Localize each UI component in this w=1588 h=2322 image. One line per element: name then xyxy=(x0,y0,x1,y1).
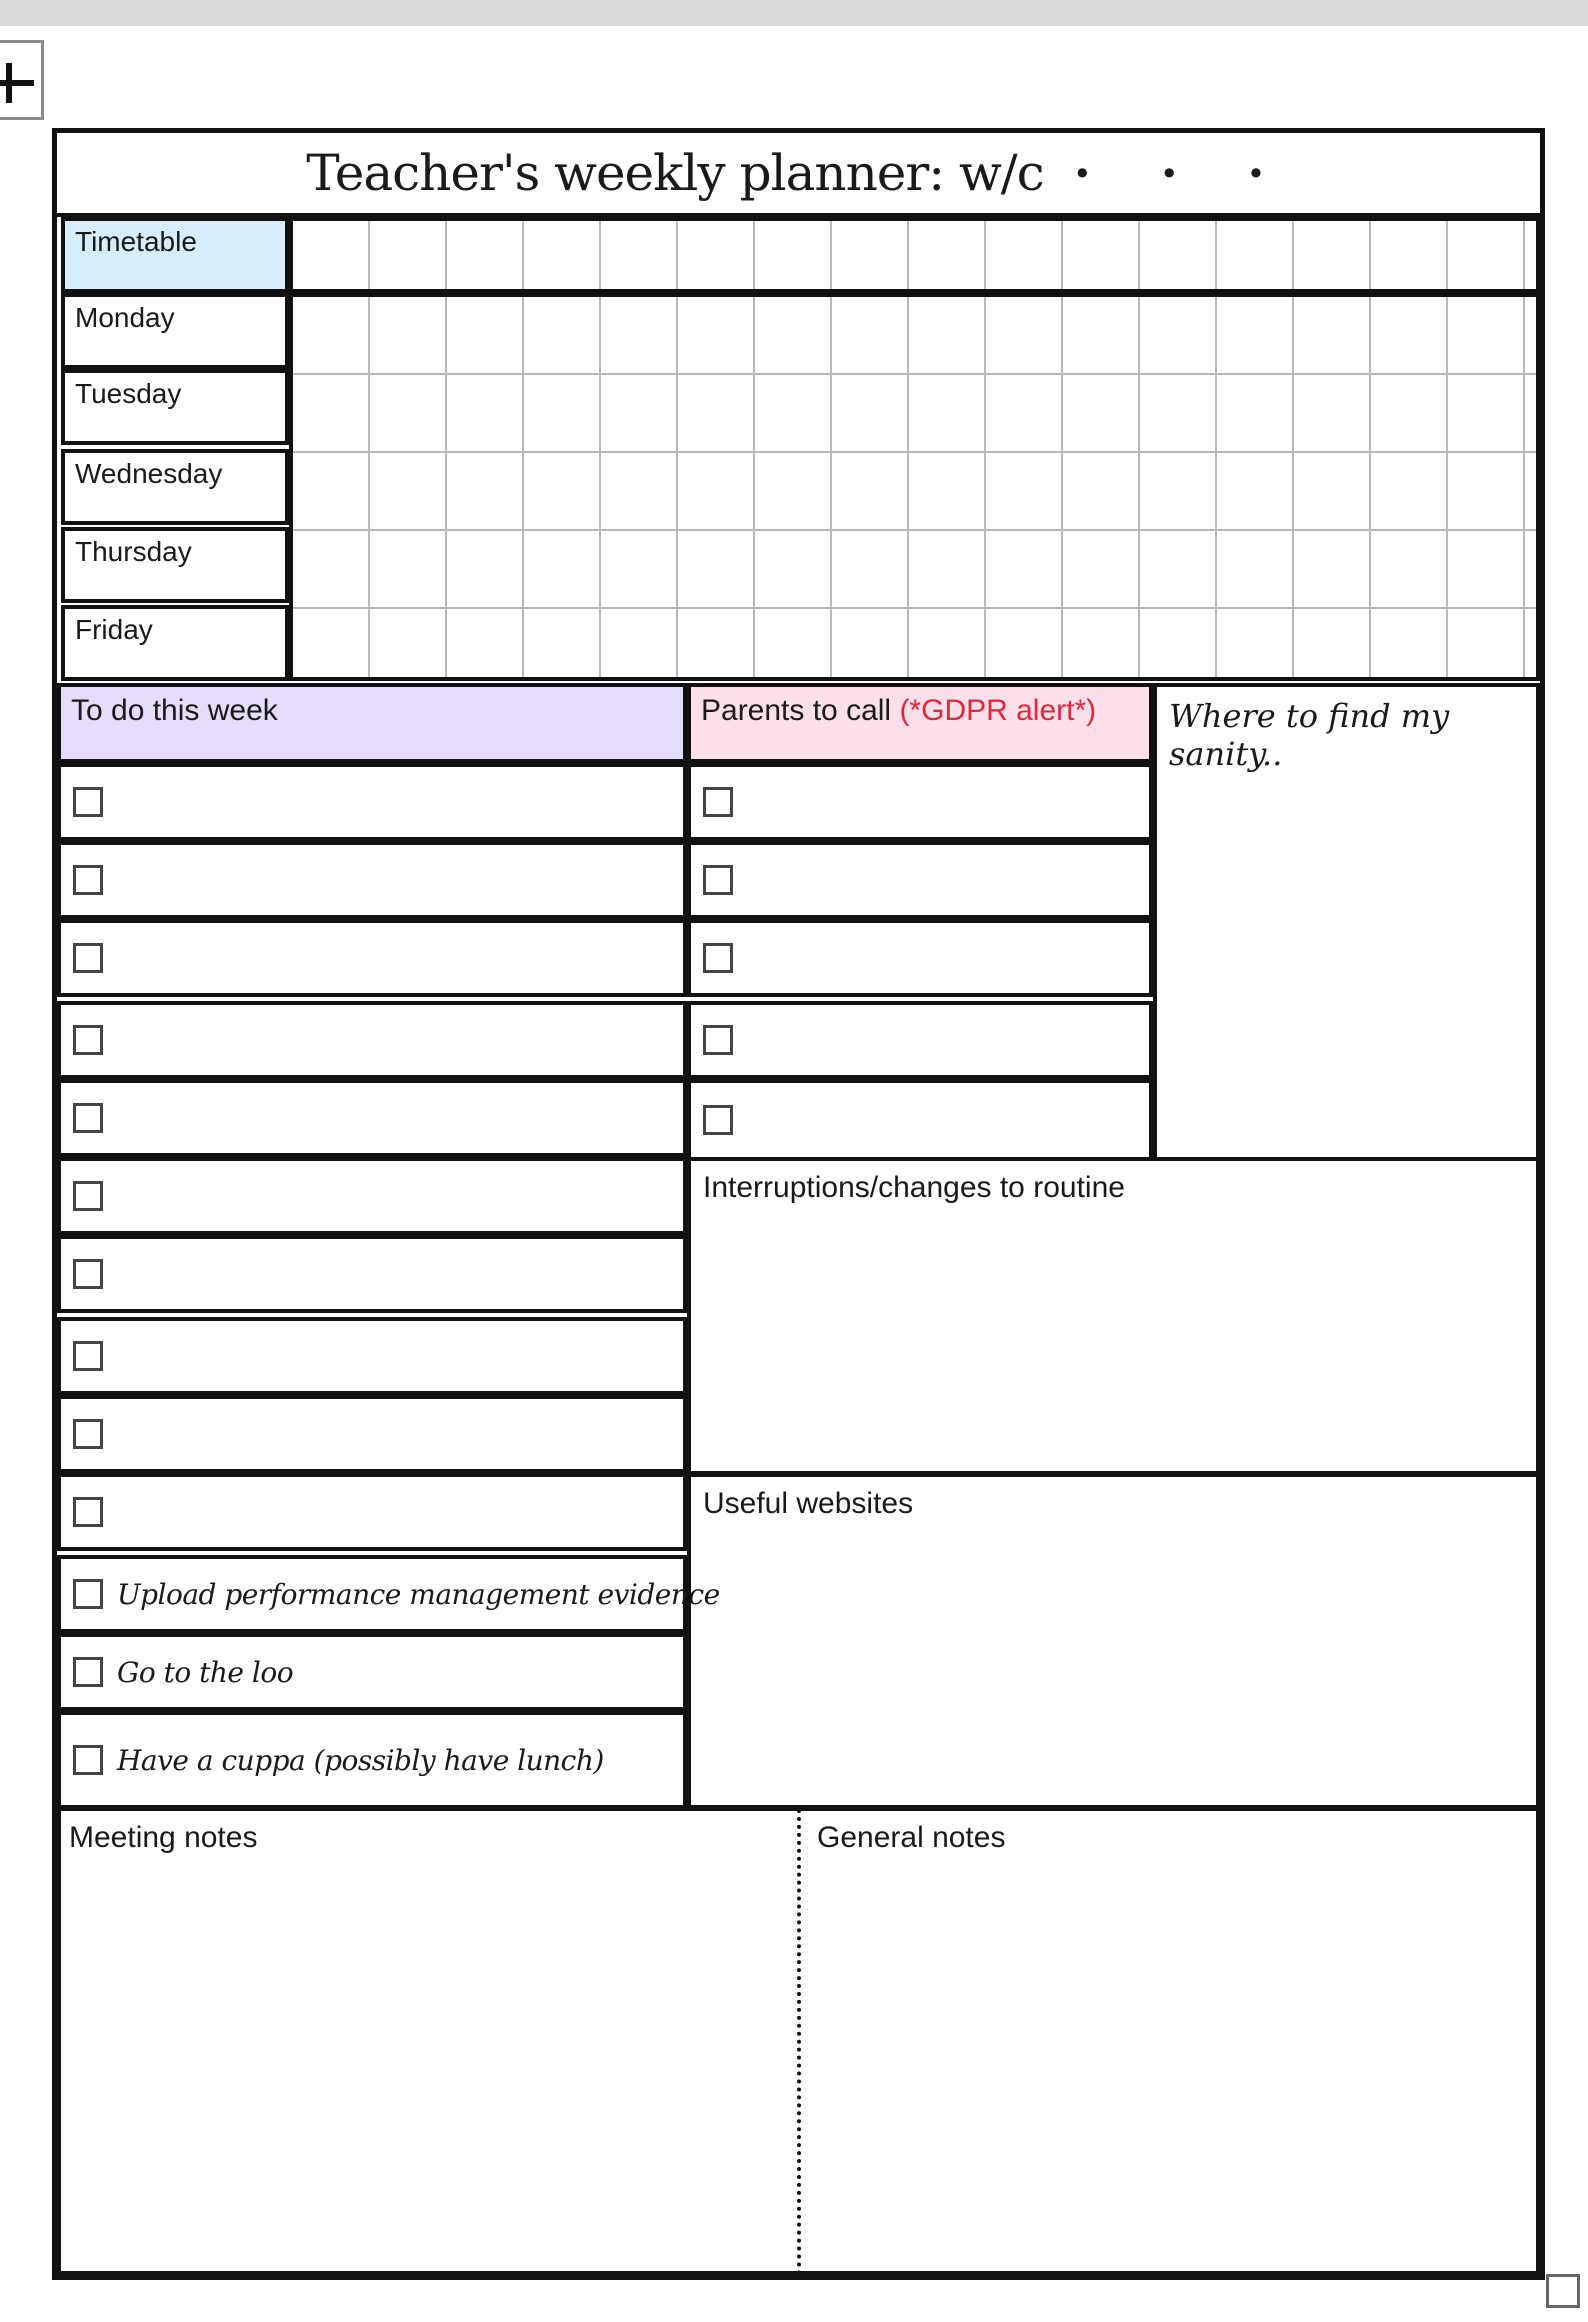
table-resize-handle-icon[interactable] xyxy=(1546,2274,1580,2308)
parents-checkbox[interactable] xyxy=(703,1025,733,1055)
title-date-dots: · · · xyxy=(1073,143,1291,202)
day-label-friday: Friday xyxy=(61,605,289,681)
todo-header: To do this week xyxy=(57,683,687,763)
parents-row xyxy=(687,1001,1153,1079)
timetable-label: Timetable xyxy=(61,217,289,293)
parents-heading-text: Parents to call xyxy=(701,694,892,727)
window-top-bar xyxy=(0,0,1588,26)
day-label-thursday: Thursday xyxy=(61,527,289,603)
page-title xyxy=(57,133,1540,217)
todo-row xyxy=(57,919,687,997)
todo-row xyxy=(57,1079,687,1157)
todo-checkbox[interactable] xyxy=(73,1497,103,1527)
parents-checkbox[interactable] xyxy=(703,1105,733,1135)
todo-row xyxy=(57,1317,687,1395)
todo-checkbox[interactable] xyxy=(73,1181,103,1211)
parents-row xyxy=(687,841,1153,919)
interruptions-label: Interruptions/changes to routine xyxy=(703,1171,1125,1204)
parents-checkbox[interactable] xyxy=(703,865,733,895)
todo-checkbox[interactable] xyxy=(73,1341,103,1371)
todo-checkbox[interactable] xyxy=(73,1579,103,1609)
interruptions-box[interactable] xyxy=(687,1157,1540,1475)
todo-item-text: Upload performance management evidence xyxy=(117,1577,720,1611)
todo-item-text: Go to the loo xyxy=(117,1655,294,1689)
todo-item-text: Have a cuppa (possibly have lunch) xyxy=(117,1743,604,1777)
parents-checkbox[interactable] xyxy=(703,787,733,817)
parents-row xyxy=(687,763,1153,841)
table-move-handle-icon[interactable] xyxy=(0,40,44,120)
todo-checkbox[interactable] xyxy=(73,1419,103,1449)
day-label-monday: Monday xyxy=(61,293,289,369)
todo-row xyxy=(57,1157,687,1235)
todo-row xyxy=(57,1395,687,1473)
meeting-notes-label: Meeting notes xyxy=(69,1821,258,1854)
todo-checkbox[interactable] xyxy=(73,1745,103,1775)
todo-row xyxy=(57,1633,687,1711)
todo-checkbox[interactable] xyxy=(73,943,103,973)
timetable-week-grid[interactable] xyxy=(289,293,1540,681)
sanity-box[interactable] xyxy=(1153,683,1540,1161)
day-label-tuesday: Tuesday xyxy=(61,369,289,445)
timetable-header-grid[interactable] xyxy=(289,217,1540,293)
todo-row xyxy=(57,1711,687,1809)
notes-divider xyxy=(797,1809,801,2275)
todo-checkbox[interactable] xyxy=(73,787,103,817)
todo-row xyxy=(57,1235,687,1313)
parents-row xyxy=(687,919,1153,997)
todo-checkbox[interactable] xyxy=(73,865,103,895)
planner-page xyxy=(52,128,1545,2280)
todo-row xyxy=(57,1555,720,1633)
general-notes-label: General notes xyxy=(817,1821,1006,1854)
parents-row xyxy=(687,1079,1153,1161)
day-label-wednesday: Wednesday xyxy=(61,449,289,525)
useful-websites-label: Useful websites xyxy=(703,1487,914,1520)
todo-checkbox[interactable] xyxy=(73,1657,103,1687)
parents-checkbox[interactable] xyxy=(703,943,733,973)
todo-row xyxy=(57,1001,687,1079)
todo-row xyxy=(57,1473,687,1551)
title-text: Teacher's weekly planner: w/c xyxy=(306,144,1044,202)
todo-checkbox[interactable] xyxy=(73,1025,103,1055)
todo-checkbox[interactable] xyxy=(73,1259,103,1289)
todo-row xyxy=(57,841,687,919)
gdpr-alert: (*GDPR alert*) xyxy=(899,694,1097,727)
parents-header xyxy=(687,683,1153,763)
useful-websites-box[interactable] xyxy=(687,1473,1540,1809)
sanity-text: Where to find my sanity.. xyxy=(1169,697,1450,773)
todo-checkbox[interactable] xyxy=(73,1103,103,1133)
todo-row xyxy=(57,763,687,841)
